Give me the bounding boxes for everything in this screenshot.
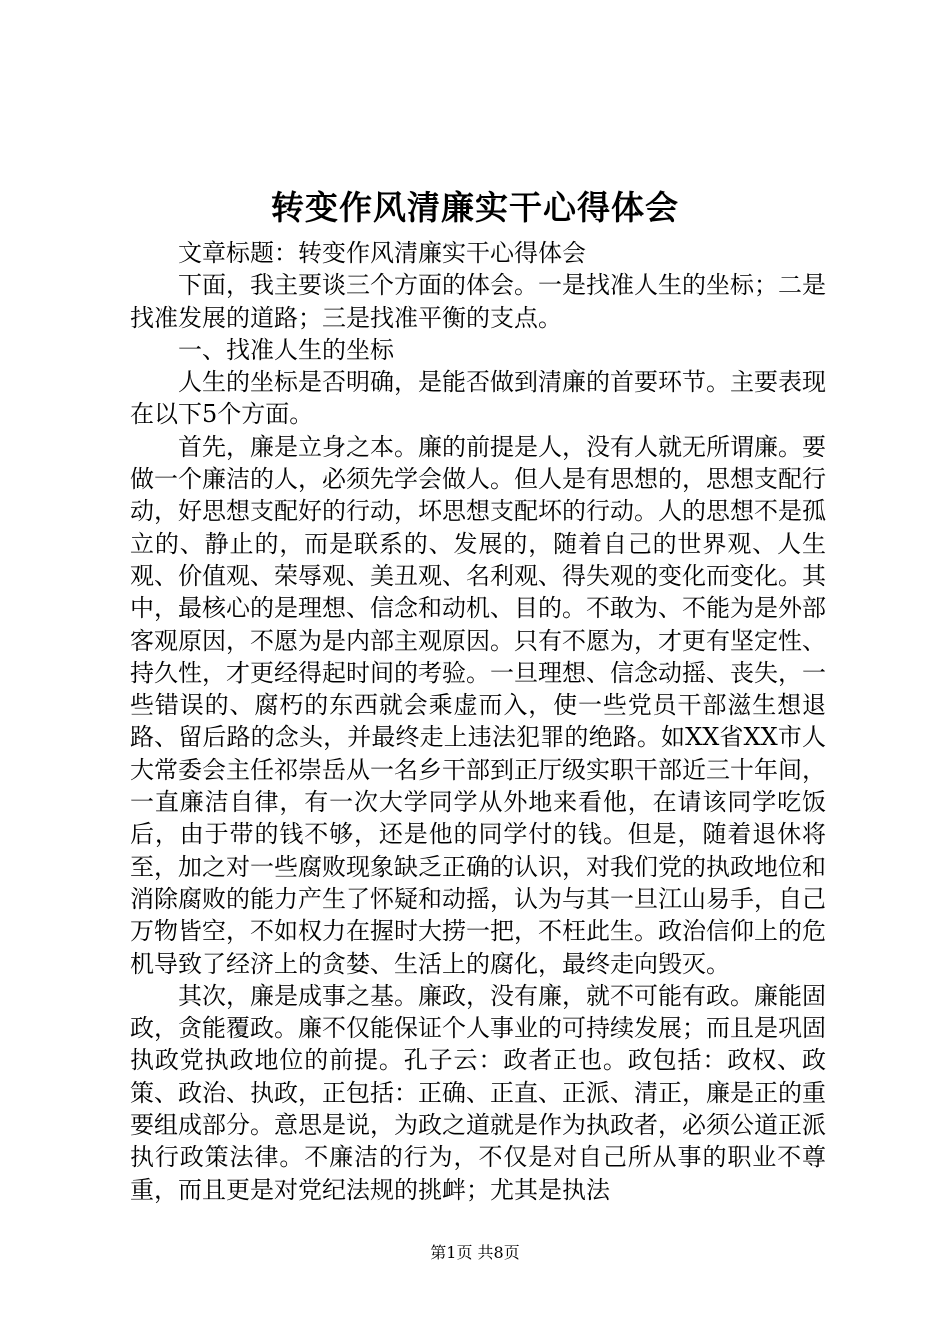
section-heading: 一、找准人生的坐标 (178, 335, 394, 364)
document-body (130, 237, 826, 1206)
intro-paragraph: 下面，我主要谈三个方面的体会。一是找准人生的坐标；二是找准发展的道路；三是找准平衡的支点。 (130, 271, 826, 332)
document-title: 转变作风清廉实干心得体会 (271, 188, 679, 227)
page-number-footer: 第1页 共8页 (430, 1243, 520, 1262)
body-paragraph: 人生的坐标是否明确，是能否做到清廉的首要环节。主要表现在以下5个方面。 (130, 368, 826, 429)
body-paragraph: 其次，廉是成事之基。廉政，没有廉，就不可能有政。廉能固政，贪能覆政。廉不仅能保证个人事业的可持续发展；而且是巩固执政党执政地位的前提。孔子云：政者正也。政包括：政权、政策、政治、执政，正包括：正确、正直、正派、清正，廉是正的重要组成部分。意思是说，为政之道就是作为执政者，必须公道正派执行政策法律。不廉洁的行为，不仅是对自己所从事的职业不尊重，而且更是对党纪法规的挑衅；尤其是执法 (130, 981, 826, 1204)
article-title-line: 文章标题：转变作风清廉实干心得体会 (178, 239, 586, 267)
body-paragraph: 首先，廉是立身之本。廉的前提是人，没有人就无所谓廉。要做一个廉洁的人，必须先学会做人。但人是有思想的，思想支配行动，好思想支配好的行动，坏思想支配坏的行动。人的思想不是孤立的、静止的，而是联系的、发展的，随着自己的世界观、人生观、价值观、荣辱观、美丑观、名利观、得失观的变化而变化。其中，最核心的是理想、信念和动机、目的。不敢为、不能为是外部客观原因，不愿为是内部主观原因。只有不愿为，才更有坚定性、持久性，才更经得起时间的考验。一旦理想、信念动摇、丧失，一些错误的、腐朽的东西就会乘虚而入，使一些党员干部滋生想退路、留后路的念头，并最终走上违法犯罪的绝路。如XX省XX市人大常委会主任祁崇岳从一名乡干部到正厅级实职干部近三十年间，一直廉洁自律，有一次大学同学从外地来看他，在请该同学吃饭后，由于带的钱不够，还是他的同学付的钱。但是，随着退休将至，加之对一些腐败现象缺乏正确的认识，对我们党的执政地位和消除腐败的能力产生了怀疑和动摇，认为与其一旦江山易手，自己万物皆空，不如权力在握时大捞一把，不枉此生。政治信仰上的危机导致了经济上的贪婪、生活上的腐化，最终走向毁灭。 (130, 432, 826, 978)
